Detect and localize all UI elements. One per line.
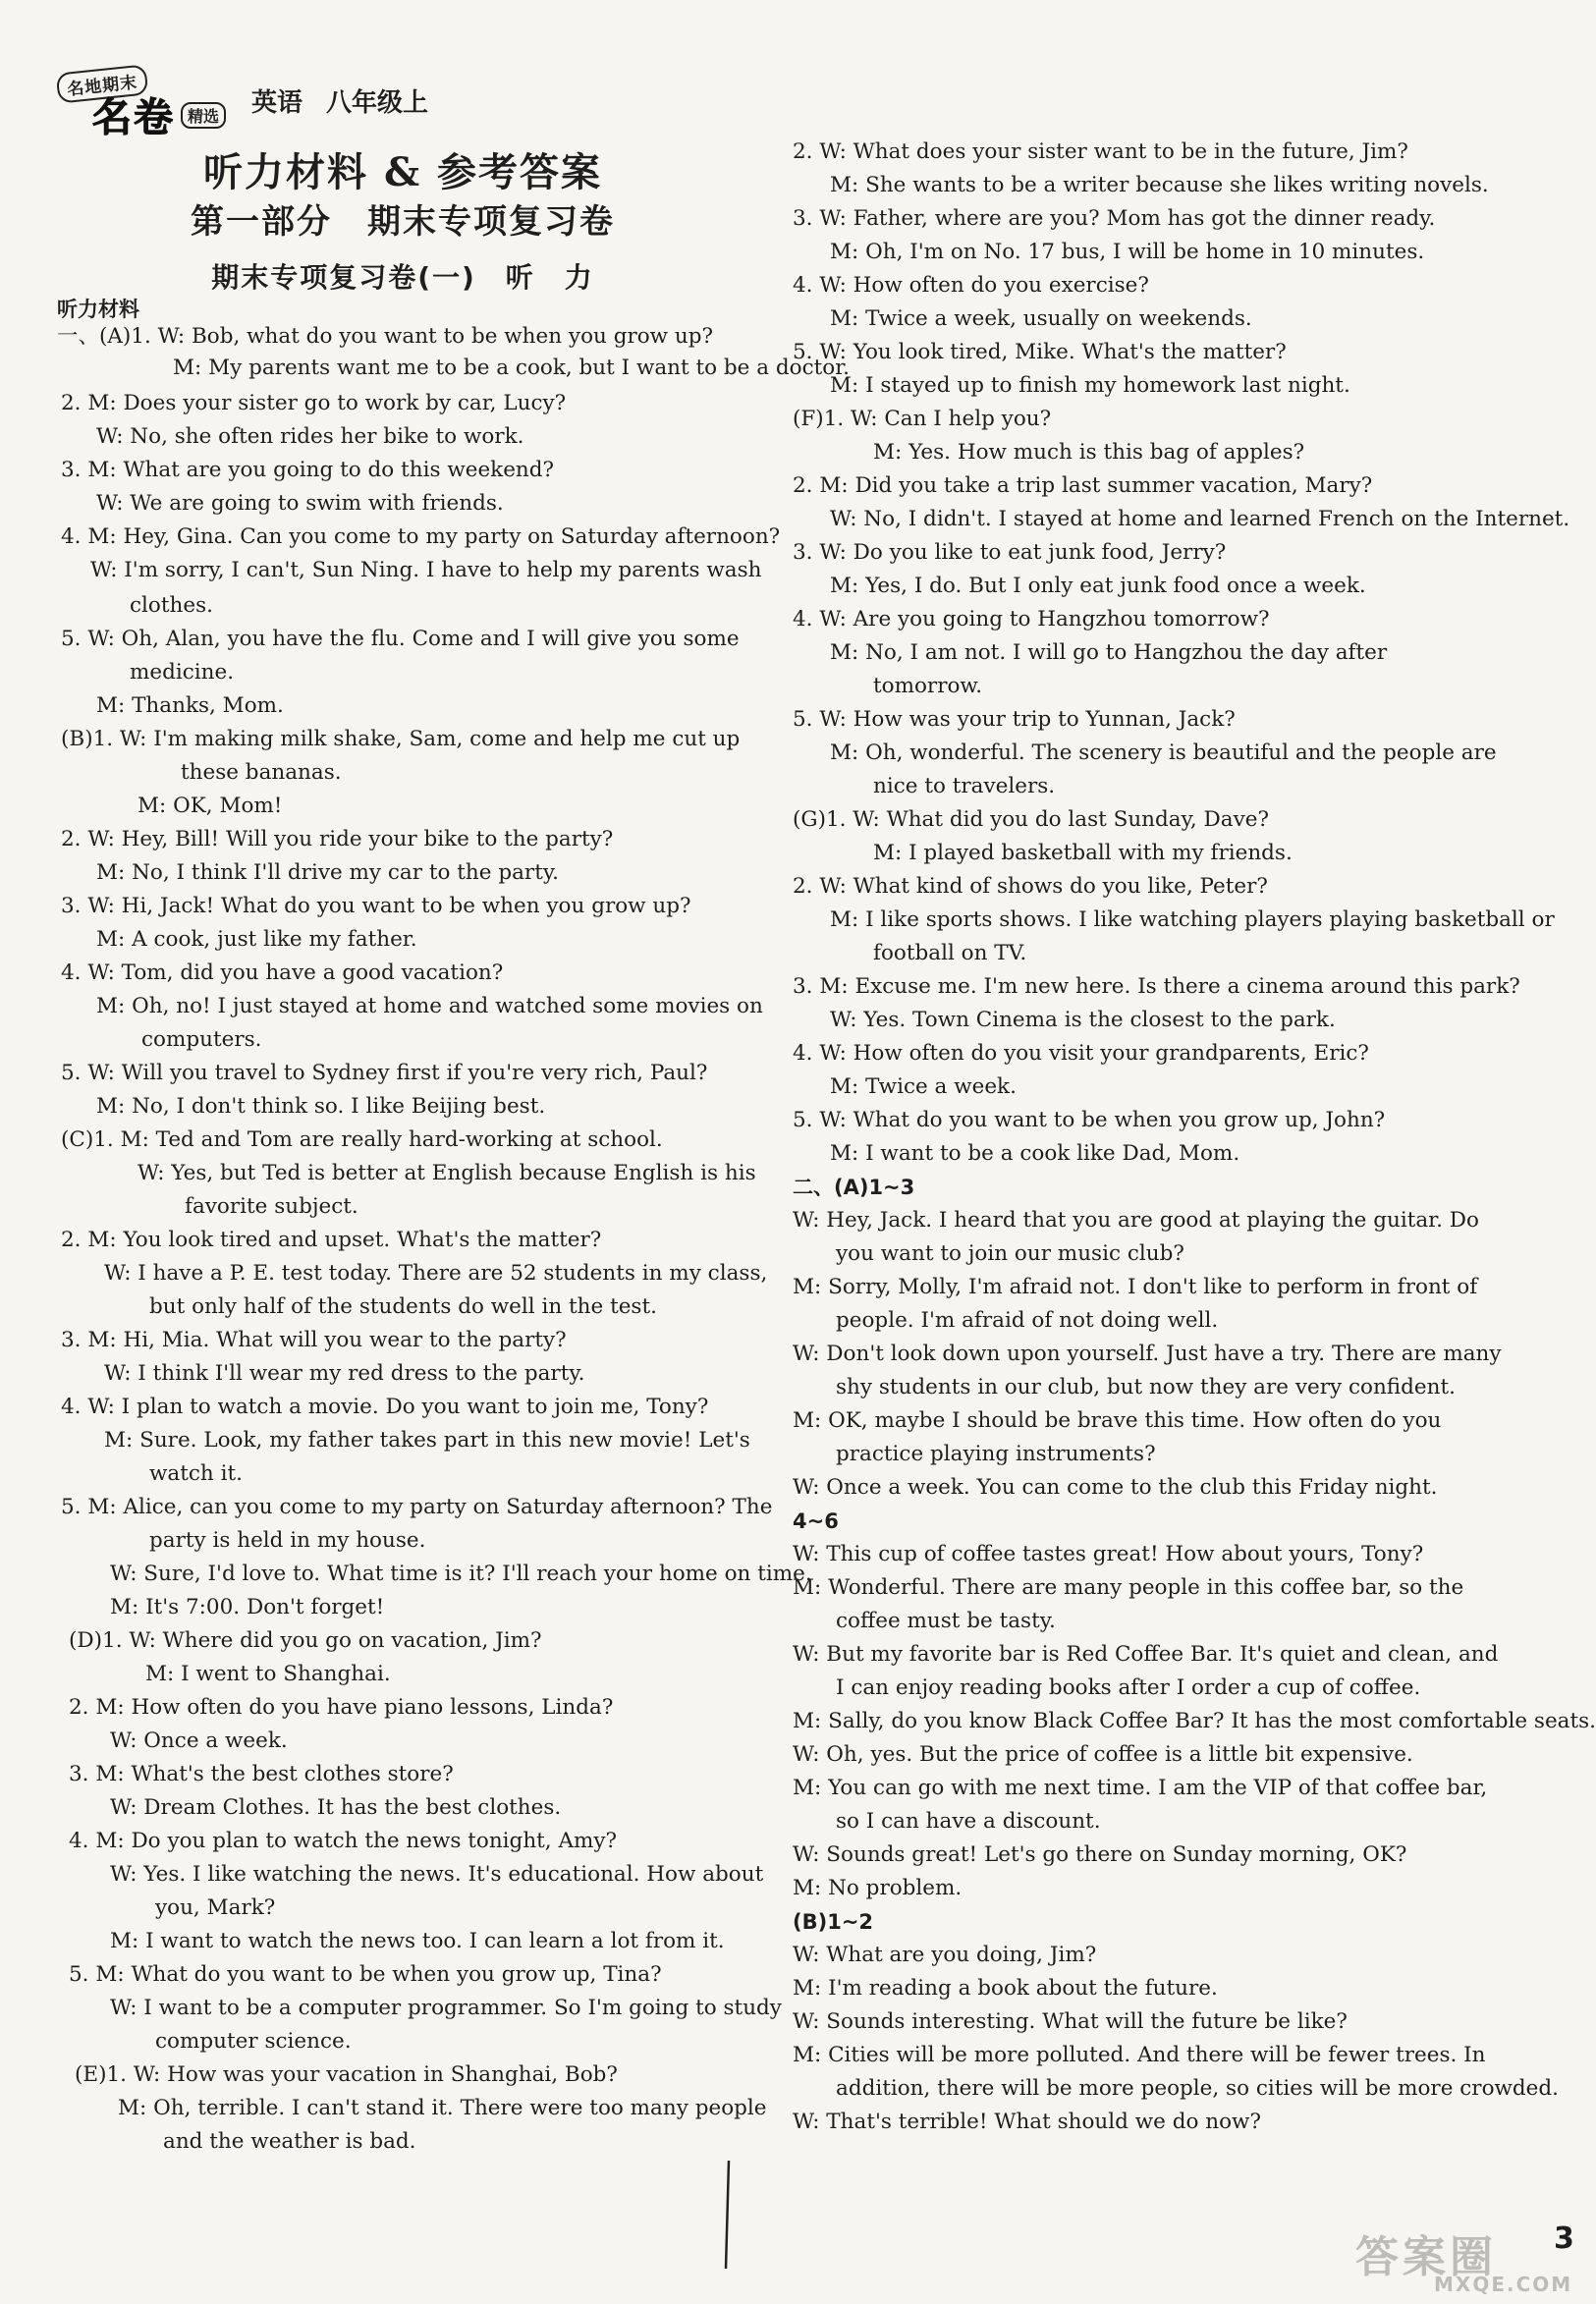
text-line: (D)1. W: Where did you go on vacation, Jim? (69, 1628, 542, 1653)
text-line: W: No, she often rides her bike to work. (96, 424, 524, 449)
text-line: W: That's terrible! What should we do now? (793, 2110, 1261, 2134)
text-line: W: I want to be a computer programmer. So I'm going to study (110, 1996, 782, 2020)
text-line: M: Oh, I'm on No. 17 bus, I will be home in 10 minutes. (830, 240, 1425, 264)
text-line: (C)1. M: Ted and Tom are really hard-working at school. (61, 1127, 663, 1152)
text-line: M: Oh, no! I just stayed at home and watched some movies on (96, 994, 763, 1018)
text-line: 5. W: What do you want to be when you grow up, John? (793, 1108, 1386, 1132)
watermark-bottom-text: MXQE.COM (1434, 2273, 1573, 2296)
text-line: 听力材料 (57, 298, 139, 321)
text-line: M: I played basketball with my friends. (873, 841, 1293, 865)
watermark-logo (1355, 2222, 1573, 2298)
main-title: 听力材料 & 参考答案 (203, 149, 602, 195)
text-line: W: Yes, but Ted is better at English because English is his (138, 1161, 756, 1185)
text-line: 4~6 (793, 1509, 839, 1533)
text-line: 4. W: Tom, did you have a good vacation? (61, 960, 504, 985)
logo-main-text: 名卷 (92, 94, 175, 140)
text-line: 3. M: What's the best clothes store? (69, 1762, 454, 1786)
text-line: M: Thanks, Mom. (96, 693, 284, 718)
text-line: M: It's 7:00. Don't forget! (110, 1595, 385, 1619)
text-line: M: I stayed up to finish my homework last night. (830, 373, 1350, 398)
text-line: M: Sorry, Molly, I'm afraid not. I don't like to perform in front of (793, 1275, 1478, 1299)
header (57, 71, 429, 140)
text-line: W: Sure, I'd love to. What time is it? I'll reach your home on time. (110, 1562, 812, 1586)
text-line: 5. W: You look tired, Mike. What's the matter? (793, 340, 1287, 364)
text-line: 一、(A)1. W: Bob, what do you want to be when you grow up? (57, 324, 714, 349)
text-line: M: A cook, just like my father. (96, 927, 417, 952)
text-line: M: I'm reading a book about the future. (793, 1976, 1218, 2001)
text-line: (B)1~2 (793, 1910, 874, 1934)
text-line: 5. M: Alice, can you come to my party on Saturday afternoon? The (61, 1495, 773, 1519)
text-line: 3. M: What are you going to do this weekend? (61, 458, 555, 482)
text-line: M: Sally, do you know Black Coffee Bar? It has the most comfortable seats. (793, 1709, 1596, 1733)
text-line: M: I want to watch the news too. I can learn a lot from it. (110, 1929, 725, 1953)
text-line: 5. M: What do you want to be when you grow up, Tina? (69, 1962, 662, 1987)
text-line: 2. M: Did you take a trip last summer vacation, Mary? (793, 473, 1373, 498)
text-line: W: What are you doing, Jim? (793, 1943, 1097, 1967)
text-line: M: I went to Shanghai. (145, 1662, 391, 1686)
text-line: 4. W: Are you going to Hangzhou tomorrow? (793, 607, 1270, 631)
text-line: computer science. (155, 2029, 352, 2054)
text-line: party is held in my house. (149, 1528, 426, 1553)
text-line: W: Sounds interesting. What will the future be like? (793, 2009, 1348, 2034)
text-line: W: Don't look down upon yourself. Just have a try. There are many (793, 1342, 1502, 1366)
text-line: M: My parents want me to be a cook, but I want to be a doctor. (173, 356, 850, 380)
center-divider-mark (725, 2161, 731, 2269)
text-line: 3. W: Do you like to eat junk food, Jerry? (793, 540, 1227, 565)
text-line: W: Dream Clothes. It has the best clothes. (110, 1795, 562, 1820)
text-line: shy students in our club, but now they are very confident. (836, 1375, 1456, 1399)
text-line: practice playing instruments? (836, 1442, 1156, 1466)
text-line: addition, there will be more people, so cities will be more crowded. (836, 2076, 1559, 2101)
text-line: 3. M: Excuse me. I'm new here. Is there a cinema around this park? (793, 974, 1520, 999)
text-line: 4. M: Do you plan to watch the news tonight, Amy? (69, 1829, 618, 1853)
text-line: W: Yes. Town Cinema is the closest to the park. (830, 1008, 1336, 1032)
text-line: 4. W: How often do you visit your grandparents, Eric? (793, 1041, 1369, 1066)
text-line: 4. M: Hey, Gina. Can you come to my party on Saturday afternoon? (61, 524, 781, 549)
text-line: 4. W: I plan to watch a movie. Do you want to join me, Tony? (61, 1395, 709, 1419)
text-line: W: No, I didn't. I stayed at home and learned French on the Internet. (830, 507, 1570, 531)
text-line: football on TV. (873, 941, 1027, 965)
text-line: people. I'm afraid of not doing well. (836, 1308, 1219, 1333)
text-line: M: Cities will be more polluted. And there will be fewer trees. In (793, 2043, 1486, 2067)
text-line: favorite subject. (185, 1194, 358, 1219)
text-line: 2. M: You look tired and upset. What's the matter? (61, 1228, 602, 1252)
logo-sub-text: 精选 (181, 102, 226, 129)
text-line: W: Once a week. You can come to the club this Friday night. (793, 1475, 1438, 1500)
watermark-top-text: 答案圈 (1355, 2232, 1497, 2282)
text-line: 5. W: Will you travel to Sydney first if you're very rich, Paul? (61, 1061, 708, 1085)
logo-top-text: 名地期末 (56, 64, 149, 103)
text-line: W: Yes. I like watching the news. It's educational. How about (110, 1862, 764, 1887)
text-line: W: I have a P. E. test today. There are 52 students in my class, (104, 1261, 768, 1286)
text-line: M: You can go with me next time. I am the VIP of that coffee bar, (793, 1776, 1488, 1800)
page-number: 3 (1554, 2222, 1574, 2256)
grade-label: 八年级上 (326, 87, 429, 118)
text-line: I can enjoy reading books after I order a cup of coffee. (836, 1675, 1421, 1700)
text-line: 2. W: What does your sister want to be in the future, Jim? (793, 139, 1408, 164)
text-line: these bananas. (181, 760, 342, 785)
part-title: 第一部分 期末专项复习卷 (191, 202, 615, 242)
text-line: you, Mark? (155, 1895, 276, 1920)
text-line: nice to travelers. (873, 774, 1056, 798)
text-line: 2. M: How often do you have piano lessons, Linda? (69, 1695, 614, 1720)
text-line: W: This cup of coffee tastes great! How about yours, Tony? (793, 1542, 1424, 1566)
text-line: M: Yes. How much is this bag of apples? (873, 440, 1305, 465)
text-line: 4. W: How often do you exercise? (793, 273, 1149, 298)
text-line: and the weather is bad. (163, 2129, 416, 2154)
text-line: (E)1. W: How was your vacation in Shanghai, Bob? (75, 2062, 618, 2087)
text-line: W: Hey, Jack. I heard that you are good at playing the guitar. Do (793, 1208, 1479, 1233)
text-line: 3. W: Hi, Jack! What do you want to be when you grow up? (61, 894, 691, 918)
subject-label: 英语 (251, 87, 303, 118)
text-line: 2. M: Does your sister go to work by car, Lucy? (61, 391, 567, 415)
text-line: you want to join our music club? (836, 1241, 1184, 1266)
title-block (167, 147, 638, 297)
text-line: 2. W: Hey, Bill! Will you ride your bike to the party? (61, 827, 614, 851)
text-line: W: Oh, yes. But the price of coffee is a little bit expensive. (793, 1742, 1413, 1767)
text-line: 二、(A)1~3 (793, 1176, 915, 1199)
text-line: 3. M: Hi, Mia. What will you wear to the party? (61, 1328, 567, 1352)
text-line: computers. (141, 1027, 262, 1052)
text-line: M: Oh, terrible. I can't stand it. There were too many people (118, 2096, 767, 2120)
text-line: M: No, I think I'll drive my car to the party. (96, 860, 559, 885)
text-line: medicine. (130, 660, 235, 685)
text-line: W: We are going to swim with friends. (96, 491, 504, 516)
text-line: M: Twice a week, usually on weekends. (830, 306, 1252, 331)
text-line: (B)1. W: I'm making milk shake, Sam, come and help me cut up (61, 727, 741, 751)
text-line: W: Sounds great! Let's go there on Sunday morning, OK? (793, 1842, 1407, 1867)
text-line: M: No, I don't think so. I like Beijing best. (96, 1094, 546, 1119)
text-line: (F)1. W: Can I help you? (793, 407, 1052, 431)
text-line: M: Sure. Look, my father takes part in this new movie! Let's (104, 1428, 750, 1453)
text-line: W: But my favorite bar is Red Coffee Bar. It's quiet and clean, and (793, 1642, 1499, 1667)
text-line: 5. W: Oh, Alan, you have the flu. Come and I will give you some (61, 627, 740, 651)
text-line: M: Wonderful. There are many people in this coffee bar, so the (793, 1575, 1464, 1600)
text-line: W: Once a week. (110, 1728, 288, 1753)
text-line: 3. W: Father, where are you? Mom has got the dinner ready. (793, 206, 1436, 231)
exam-title: 期末专项复习卷(一) 听 力 (211, 261, 594, 294)
text-line: clothes. (130, 593, 213, 618)
text-line: M: OK, maybe I should be brave this time. How often do you (793, 1408, 1442, 1433)
text-line: but only half of the students do well in the test. (149, 1294, 657, 1319)
text-line: M: I want to be a cook like Dad, Mom. (830, 1141, 1240, 1166)
text-line: M: OK, Mom! (138, 794, 283, 818)
text-line: coffee must be tasty. (836, 1609, 1056, 1633)
text-line: so I can have a discount. (836, 1809, 1101, 1834)
text-line: (G)1. W: What did you do last Sunday, Dave? (793, 807, 1270, 832)
text-line: W: I think I'll wear my red dress to the party. (104, 1361, 585, 1386)
text-line: M: Oh, wonderful. The scenery is beautiful and the people are (830, 741, 1497, 765)
text-line: 2. W: What kind of shows do you like, Peter? (793, 874, 1268, 899)
text-line: M: Yes, I do. But I only eat junk food once a week. (830, 574, 1366, 598)
text-line: tomorrow. (873, 674, 983, 698)
text-line: W: I'm sorry, I can't, Sun Ning. I have to help my parents wash (90, 558, 762, 582)
series-logo (57, 69, 234, 140)
text-line: watch it. (149, 1461, 243, 1486)
text-line: M: No, I am not. I will go to Hangzhou the day after (830, 640, 1388, 665)
text-line: M: I like sports shows. I like watching players playing basketball or (830, 907, 1555, 932)
text-line: 5. W: How was your trip to Yunnan, Jack? (793, 707, 1236, 732)
text-line: M: No problem. (793, 1876, 963, 1900)
text-line: M: Twice a week. (830, 1074, 1017, 1099)
text-line: M: She wants to be a writer because she likes writing novels. (830, 173, 1489, 197)
